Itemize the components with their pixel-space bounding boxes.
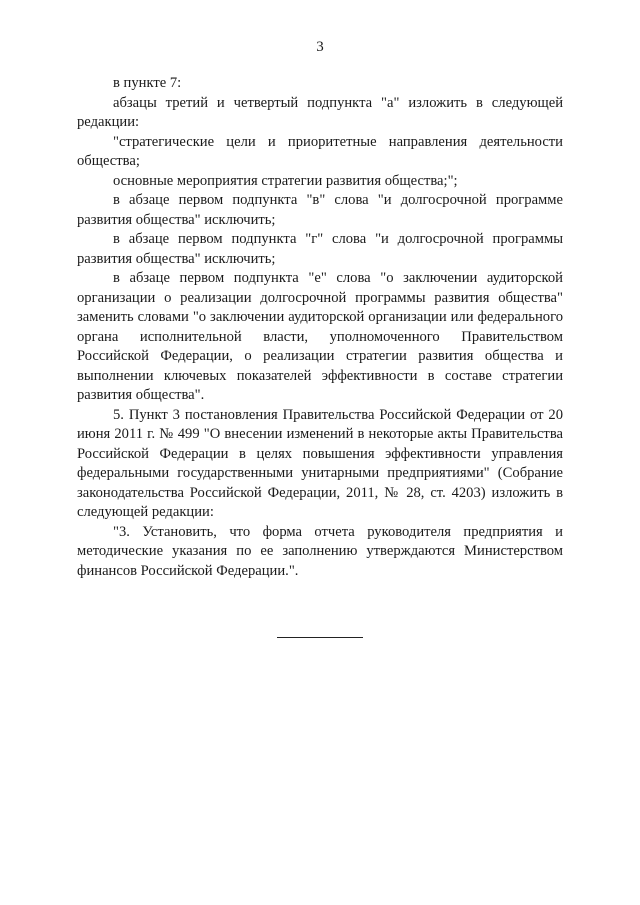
paragraph-new-point-3: "3. Установить, что форма отчета руководителя предприятия и методические указания по ее заполнению утверждаются Министерством финансов Российской Федерации.".: [77, 523, 563, 579]
paragraph-item-5: 5. Пункт 3 постановления Правительства Российской Федерации от 20 июня 2011 г. № 499 "О внесении изменений в некоторые акты Правительства Российской Федерации в целях повышения эффективности управления федеральными государственными унитарными предприятиями" (Собрание законодательства Российской Федерации, 2011, № 28, ст. 4203) изложить в следующей редакции:: [77, 406, 563, 520]
paragraph-main-activities: основные мероприятия стратегии развития общества;";: [113, 172, 458, 189]
paragraph-subpoint-a: абзацы третий и четвертый подпункта "а" изложить в следующей редакции:: [77, 94, 563, 130]
paragraph-subpoint-g: в абзаце первом подпункта "г" слова "и долгосрочной программы развития общества" исключить;: [77, 231, 563, 267]
end-separator-line: [277, 637, 363, 638]
paragraph-subpoint-e: в абзаце первом подпункта "е" слова "о заключении аудиторской организации о реализации долгосрочной программы развития общества" заменить словами "о заключении аудиторской организации или федерального органа исполнительной власти, уполномоченного Правительством Российской Федерации, о реализации стратегии развития общества и выполнении ключевых показателей эффективности в составе стратегии развития общества".: [77, 270, 563, 403]
paragraph-subpoint-v: в абзаце первом подпункта "в" слова "и долгосрочной программе развития общества" исключить;: [77, 192, 563, 228]
paragraph-point-7: в пункте 7:: [113, 75, 182, 91]
page-number: 3: [316, 39, 324, 55]
document-body: [77, 74, 563, 581]
paragraph-strategic-goals: "стратегические цели и приоритетные направления деятельности общества;: [77, 133, 563, 169]
